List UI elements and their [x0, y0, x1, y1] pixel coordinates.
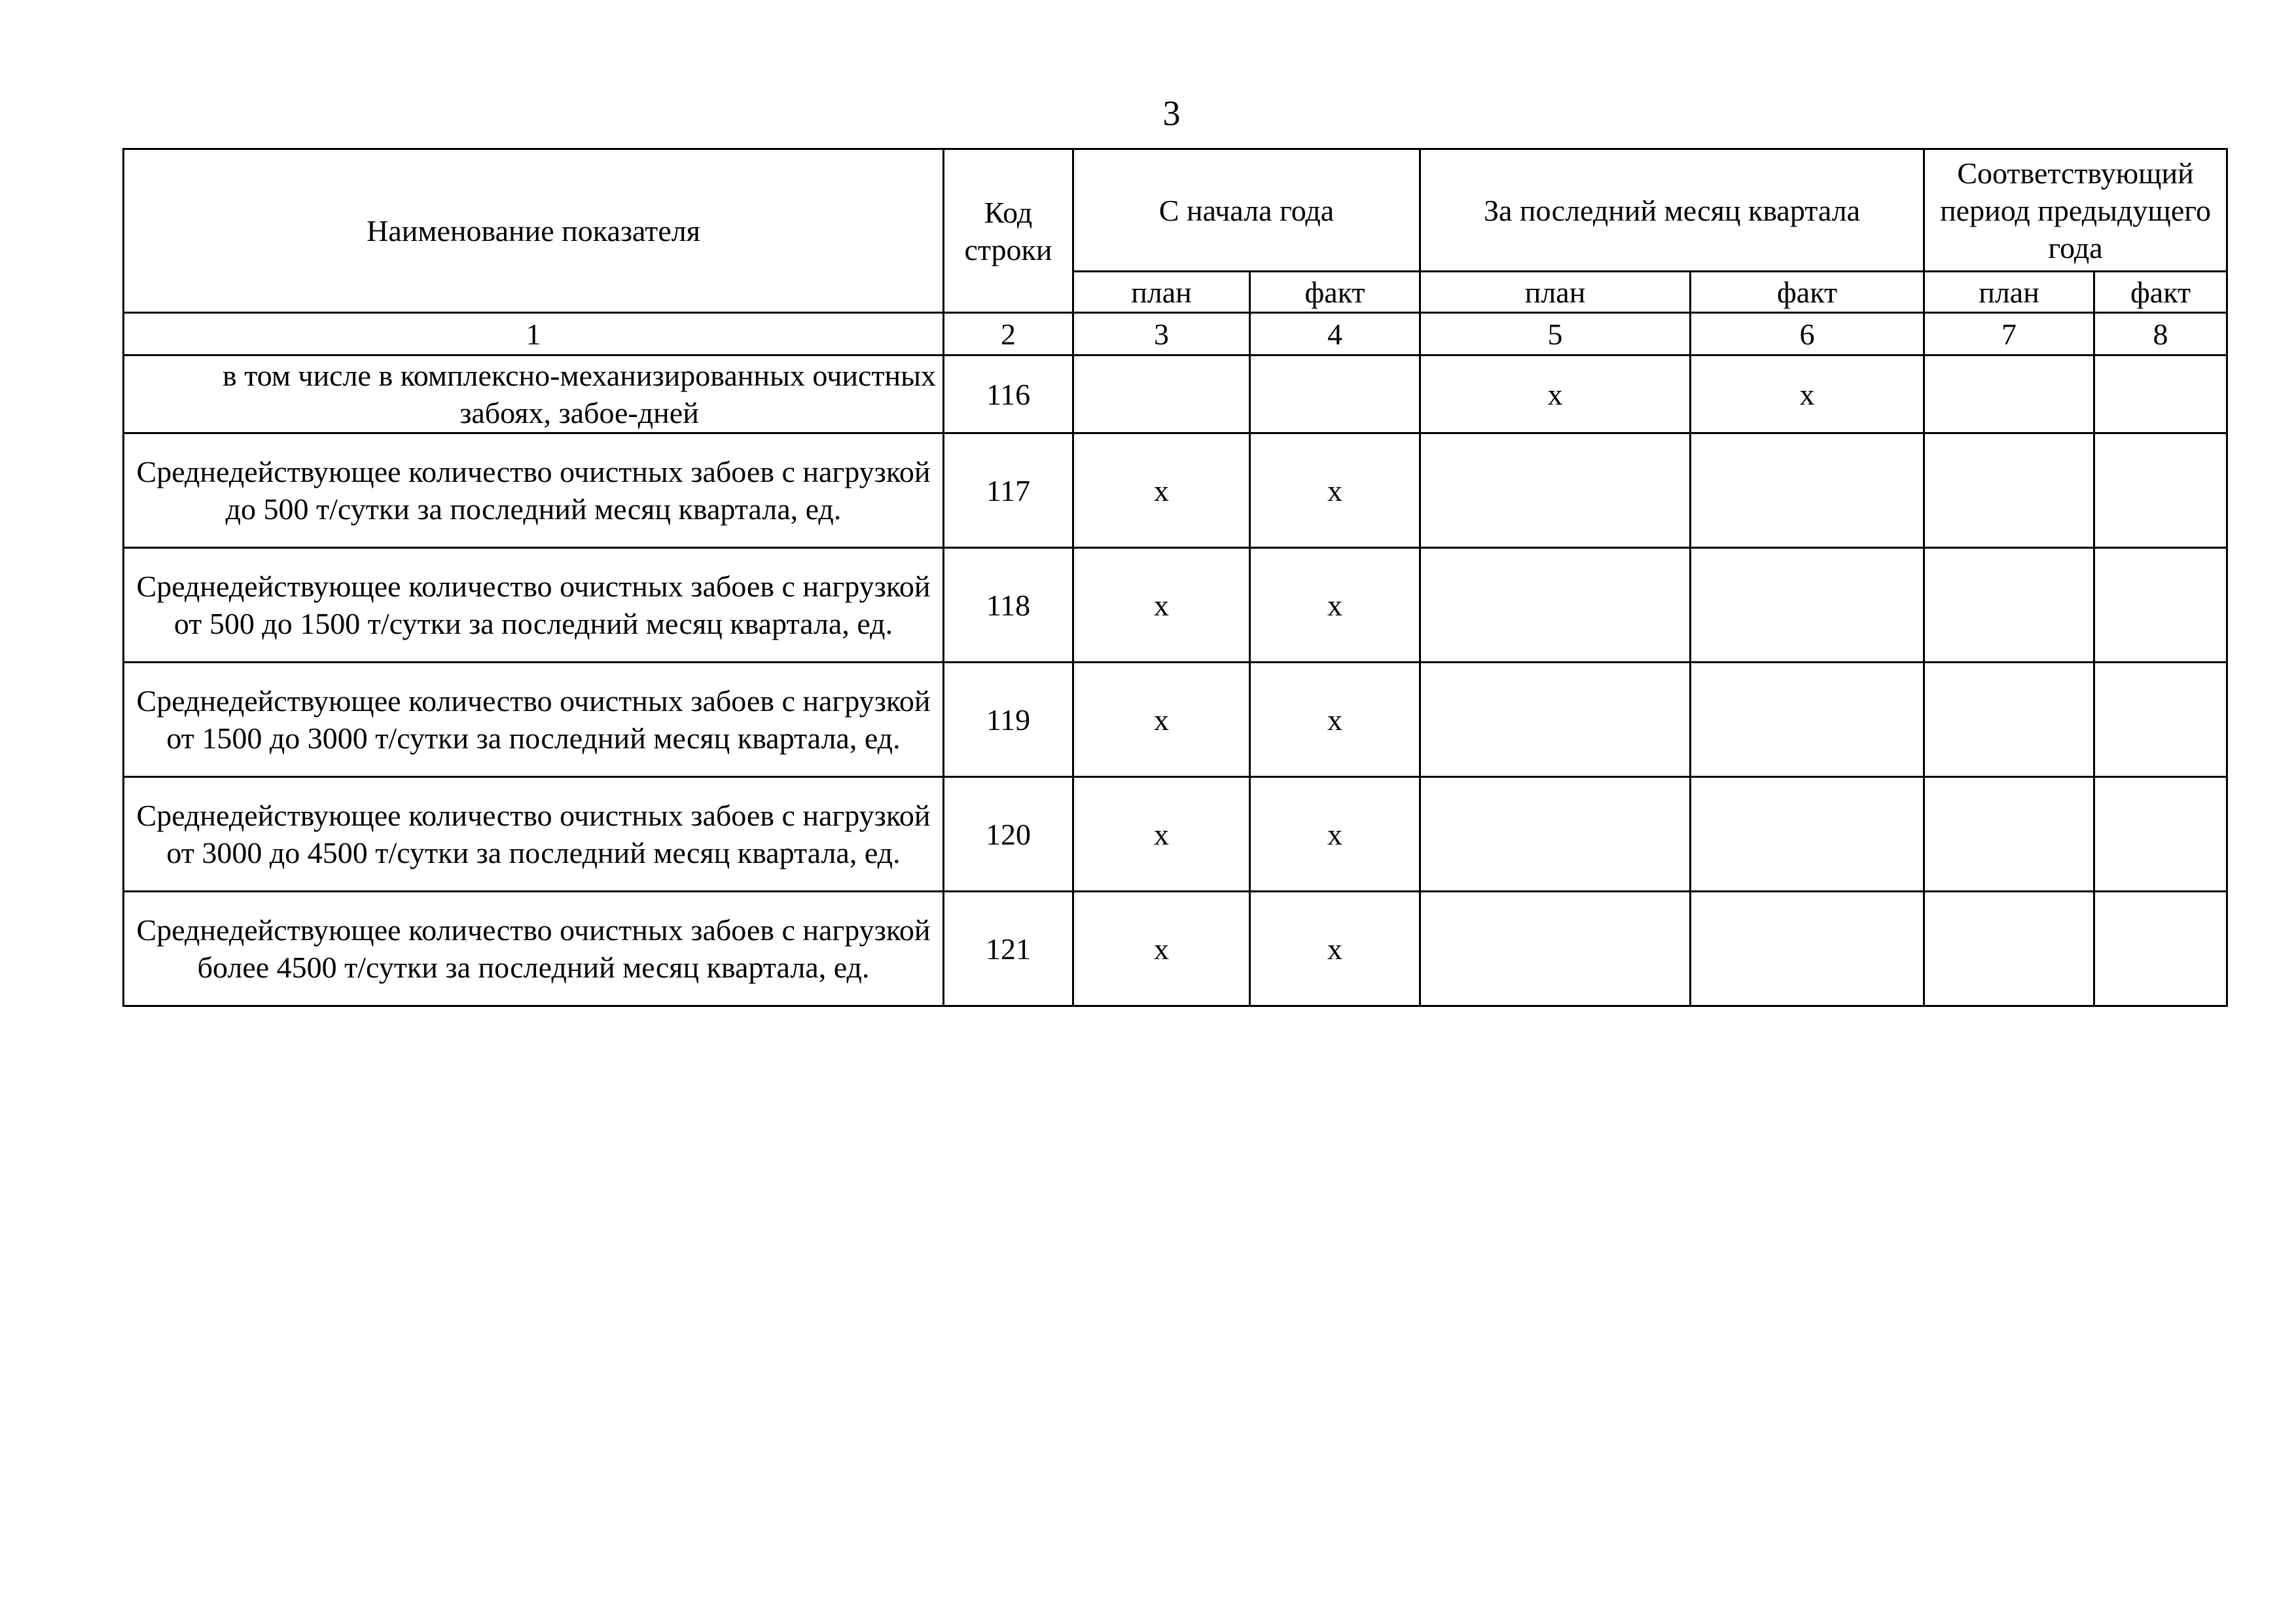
subheader-plan: план [1924, 272, 2094, 313]
data-cell [1924, 356, 2094, 433]
data-cell [2094, 548, 2227, 663]
row-code: 116 [944, 356, 1073, 433]
column-number: 8 [2094, 313, 2227, 356]
data-cell: х [1250, 663, 1420, 777]
header-prev-year-period: Соответствующий период предыдущего года [1924, 149, 2227, 272]
data-cell [1420, 777, 1691, 892]
data-cell [1420, 433, 1691, 548]
data-cell [1691, 548, 1924, 663]
data-cell [1420, 663, 1691, 777]
data-cell [2094, 663, 2227, 777]
data-cell [1691, 663, 1924, 777]
data-cell [2094, 892, 2227, 1006]
header-row [124, 149, 2227, 272]
data-cell: х [1420, 356, 1691, 433]
row-code: 120 [944, 777, 1073, 892]
data-cell [1924, 548, 2094, 663]
data-cell [1691, 433, 1924, 548]
data-cell [1691, 777, 1924, 892]
data-cell: х [1073, 663, 1250, 777]
table-row [124, 663, 2227, 777]
data-cell [1924, 777, 2094, 892]
row-code: 118 [944, 548, 1073, 663]
subheader-plan: план [1073, 272, 1250, 313]
subheader-fact: факт [1691, 272, 1924, 313]
data-cell [2094, 433, 2227, 548]
column-number: 2 [944, 313, 1073, 356]
row-code: 119 [944, 663, 1073, 777]
page-number: 3 [1162, 94, 1181, 133]
header-code: Код строки [944, 149, 1073, 313]
row-name: в том числе в комплексно-механизированных очистных забоях, забое-дней [124, 356, 944, 433]
table-row [124, 548, 2227, 663]
table-row [124, 433, 2227, 548]
data-cell: х [1691, 356, 1924, 433]
header-last-month-of-quarter: За последний месяц квартала [1420, 149, 1924, 272]
header-name: Наименование показателя [124, 149, 944, 313]
table-row [124, 777, 2227, 892]
column-number: 1 [124, 313, 944, 356]
row-name: Среднедействующее количество очистных забоев с нагрузкой более 4500 т/сутки за последний месяц квартала, ед. [124, 892, 944, 1006]
column-number: 6 [1691, 313, 1924, 356]
report-table [122, 148, 2228, 1007]
data-cell: х [1250, 433, 1420, 548]
table-row [124, 356, 2227, 433]
column-number: 5 [1420, 313, 1691, 356]
row-name: Среднедействующее количество очистных забоев с нагрузкой от 500 до 1500 т/сутки за последний месяц квартала, ед. [124, 548, 944, 663]
column-number: 7 [1924, 313, 2094, 356]
data-cell: х [1250, 777, 1420, 892]
data-cell: х [1250, 548, 1420, 663]
row-name: Среднедействующее количество очистных забоев с нагрузкой от 3000 до 4500 т/сутки за последний месяц квартала, ед. [124, 777, 944, 892]
column-number: 3 [1073, 313, 1250, 356]
row-name: Среднедействующее количество очистных забоев с нагрузкой до 500 т/сутки за последний месяц квартала, ед. [124, 433, 944, 548]
data-cell [1073, 356, 1250, 433]
row-code: 121 [944, 892, 1073, 1006]
data-cell [1924, 663, 2094, 777]
data-cell [1420, 548, 1691, 663]
data-cell [1420, 892, 1691, 1006]
subheader-fact: факт [1250, 272, 1420, 313]
subheader-fact: факт [2094, 272, 2227, 313]
data-cell [2094, 777, 2227, 892]
table-row [124, 892, 2227, 1006]
data-cell: х [1073, 777, 1250, 892]
data-cell [1924, 892, 2094, 1006]
column-number-row [124, 313, 2227, 356]
row-code: 117 [944, 433, 1073, 548]
data-cell [1691, 892, 1924, 1006]
data-cell [1924, 433, 2094, 548]
data-cell: х [1073, 892, 1250, 1006]
subheader-plan: план [1420, 272, 1691, 313]
row-name: Среднедействующее количество очистных забоев с нагрузкой от 1500 до 3000 т/сутки за последний месяц квартала, ед. [124, 663, 944, 777]
data-cell: х [1073, 433, 1250, 548]
data-cell [1250, 356, 1420, 433]
data-cell: х [1073, 548, 1250, 663]
column-number: 4 [1250, 313, 1420, 356]
data-cell: х [1250, 892, 1420, 1006]
header-since-year-start: С начала года [1073, 149, 1420, 272]
data-cell [2094, 356, 2227, 433]
